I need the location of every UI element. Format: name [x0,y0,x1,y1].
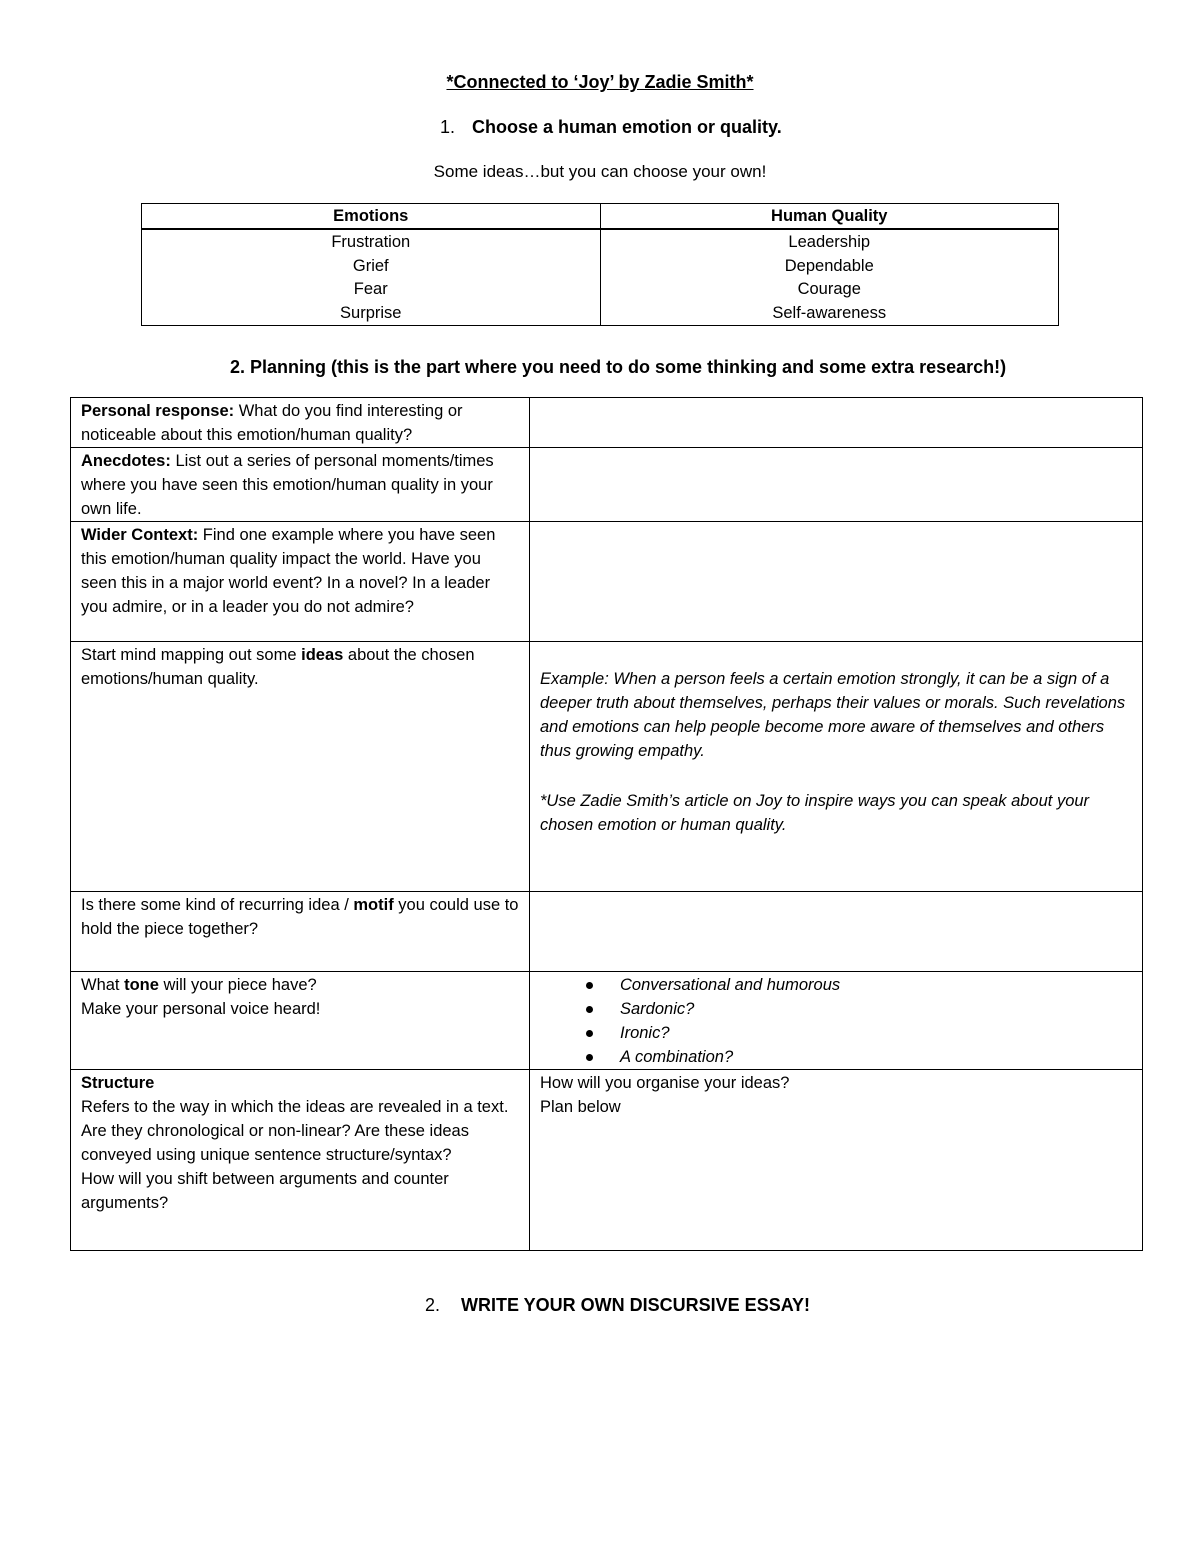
emotion-item: Grief [352,256,389,275]
table-row [71,522,1143,642]
prompt-text: What [81,976,125,994]
motif-prompt [71,892,530,972]
table-row [71,448,1143,522]
bullet-icon [586,1030,593,1037]
table-row [71,1070,1143,1251]
list-item [620,973,1132,997]
prompt-keyword: motif [353,896,394,914]
emotion-item: Frustration [331,233,411,251]
step-3-number: 2. [425,1295,441,1315]
table-row [71,972,1143,1070]
tone-option: Ironic? [620,1024,670,1042]
anecdotes-prompt [71,448,530,522]
tone-prompt [71,972,530,1070]
step-1-number: 1. [440,117,456,137]
emotion-item: Fear [353,280,388,298]
human-quality-header: Human Quality [600,204,1059,230]
tone-options [530,972,1143,1070]
document-title: *Connected to ‘Joy’ by Zadie Smith* [446,72,754,92]
anecdotes-answer[interactable] [530,448,1143,522]
planning-table [70,397,1143,1251]
prompt-label: Wider Context: [81,526,199,544]
table-row [71,642,1143,892]
use-article-note: *Use Zadie Smith’s article on Joy to inspire ways you can speak about your chosen emotion or human quality. [540,792,1090,834]
structure-answer[interactable] [530,1070,1143,1251]
step-2-heading: 2. Planning (this is the part where you need to do some thinking and some extra research!) [230,357,1007,377]
tone-option: A combination? [620,1048,734,1066]
prompt-text: you could use to hold the piece together? [81,896,519,938]
prompt-text: Start mind mapping out some [81,646,302,664]
prompt-keyword: tone [124,976,159,994]
structure-question: How will you organise your ideas? [540,1074,790,1092]
prompt-text: List out a series of personal moments/times where you have seen this emotion/human quality in your own life. [81,452,494,518]
bullet-icon [586,982,593,989]
plan-below-label: Plan below [540,1098,621,1116]
mind-map-answer[interactable] [530,642,1143,892]
prompt-label: Structure [81,1074,155,1092]
step-1-text: Choose a human emotion or quality. [472,117,782,137]
table-row [71,892,1143,972]
personal-response-prompt [71,398,530,448]
motif-answer[interactable] [530,892,1143,972]
ideas-note: Some ideas…but you can choose your own! [433,162,767,181]
tone-option: Sardonic? [620,1000,695,1018]
quality-item: Self-awareness [772,303,887,322]
wider-context-prompt [71,522,530,642]
emotions-list [142,229,601,326]
personal-response-answer[interactable] [530,398,1143,448]
list-item [620,1045,1132,1069]
prompt-text: Find one example where you have seen this emotion/human quality impact the world. Have you seen this in a major world event? In a novel? In a leader you admire, or in a leader you do not admire? [81,526,496,616]
example-text: Example: When a person feels a certain emotion strongly, it can be a sign of a deeper truth about themselves, perhaps their values or morals. Such revelations and emotions can help people become more aware of themselves and others thus growing empathy. [540,670,1126,760]
prompt-label: Anecdotes: [81,452,171,470]
step-3-text: WRITE YOUR OWN DISCURSIVE ESSAY! [461,1295,811,1315]
prompt-text: Refers to the way in which the ideas are revealed in a text. Are they chronological or non-linear? Are these ideas conveyed using unique sentence structure/syntax? [81,1098,509,1164]
mind-map-prompt [71,642,530,892]
step-1-heading [440,117,782,138]
ideas-table [141,203,1059,326]
bullet-icon [586,1054,593,1061]
list-item [620,1021,1132,1045]
step-3-heading [425,1295,810,1316]
prompt-text: How will you shift between arguments and counter arguments? [81,1170,449,1212]
list-item [620,997,1132,1021]
prompt-text: about the chosen emotions/human quality. [81,646,475,688]
tone-list [540,973,1132,1069]
prompt-keyword: ideas [301,646,344,664]
prompt-text: Make your personal voice heard! [81,1000,321,1018]
wider-context-answer[interactable] [530,522,1143,642]
prompt-text: will your piece have? [158,976,317,994]
ideas-body-row [142,229,1059,326]
quality-item: Dependable [784,256,874,275]
structure-prompt [71,1070,530,1251]
prompt-text: What do you find interesting or noticeable about this emotion/human quality? [81,402,463,444]
bullet-icon [586,1006,593,1013]
tone-option: Conversational and humorous [620,976,841,994]
prompt-text: Is there some kind of recurring idea / [81,896,354,914]
emotions-header: Emotions [142,204,601,230]
table-row [71,398,1143,448]
ideas-header-row [142,204,1059,230]
quality-item: Courage [797,280,861,298]
emotion-item: Surprise [340,303,402,322]
qualities-list [600,229,1059,326]
prompt-label: Personal response: [81,402,235,420]
quality-item: Leadership [788,233,871,251]
